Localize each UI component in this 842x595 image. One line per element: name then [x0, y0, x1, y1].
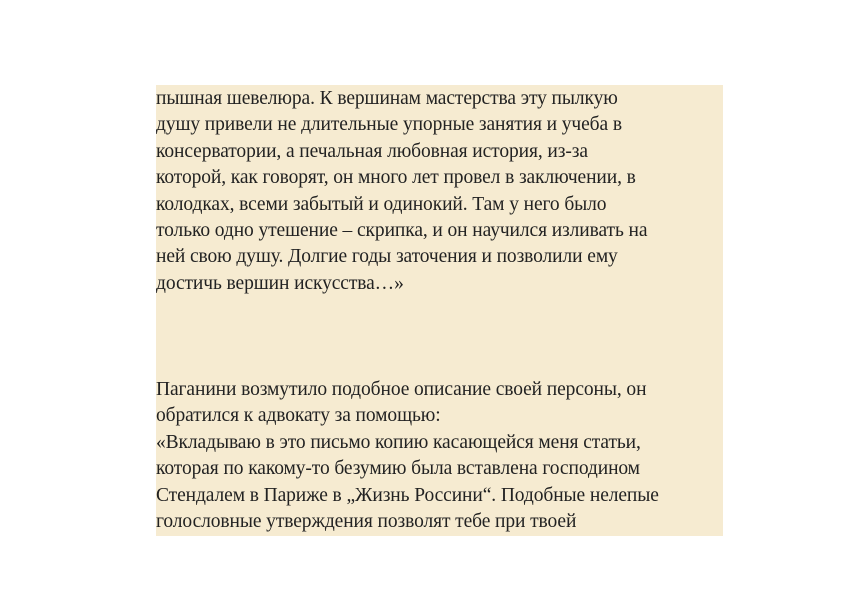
text-line: Стендалем в Париже в „Жизнь Россини“. Подобные нелепые	[156, 485, 659, 506]
text-line: обратился к адвокату за помощью:	[156, 405, 441, 426]
text-line: пышная шевелюра. К вершинам мастерства эту пылкую	[156, 88, 618, 109]
text-line: голословные утверждения позволят тебе при твоей	[156, 511, 577, 532]
text-line: консерватории, а печальная любовная история, из-за	[156, 141, 588, 162]
text-line: только одно утешение – скрипка, и он научился изливать на	[156, 220, 648, 241]
text-line: душу привели не длительные упорные занятия и учеба в	[156, 114, 622, 135]
text-line: достичь вершин искусства…»	[156, 273, 404, 294]
text-line: Паганини возмутило подобное описание своей персоны, он	[156, 379, 647, 400]
text-line: ней свою душу. Долгие годы заточения и позволили ему	[156, 246, 618, 267]
text-line: которая по какому-то безумию была вставлена господином	[156, 458, 640, 479]
text-line: колодках, всеми забытый и одинокий. Там у него было	[156, 194, 607, 215]
text-line: «Вкладываю в это письмо копию касающейся меня статьи,	[156, 432, 641, 453]
text-line: которой, как говорят, он много лет провел в заключении, в	[156, 167, 636, 188]
